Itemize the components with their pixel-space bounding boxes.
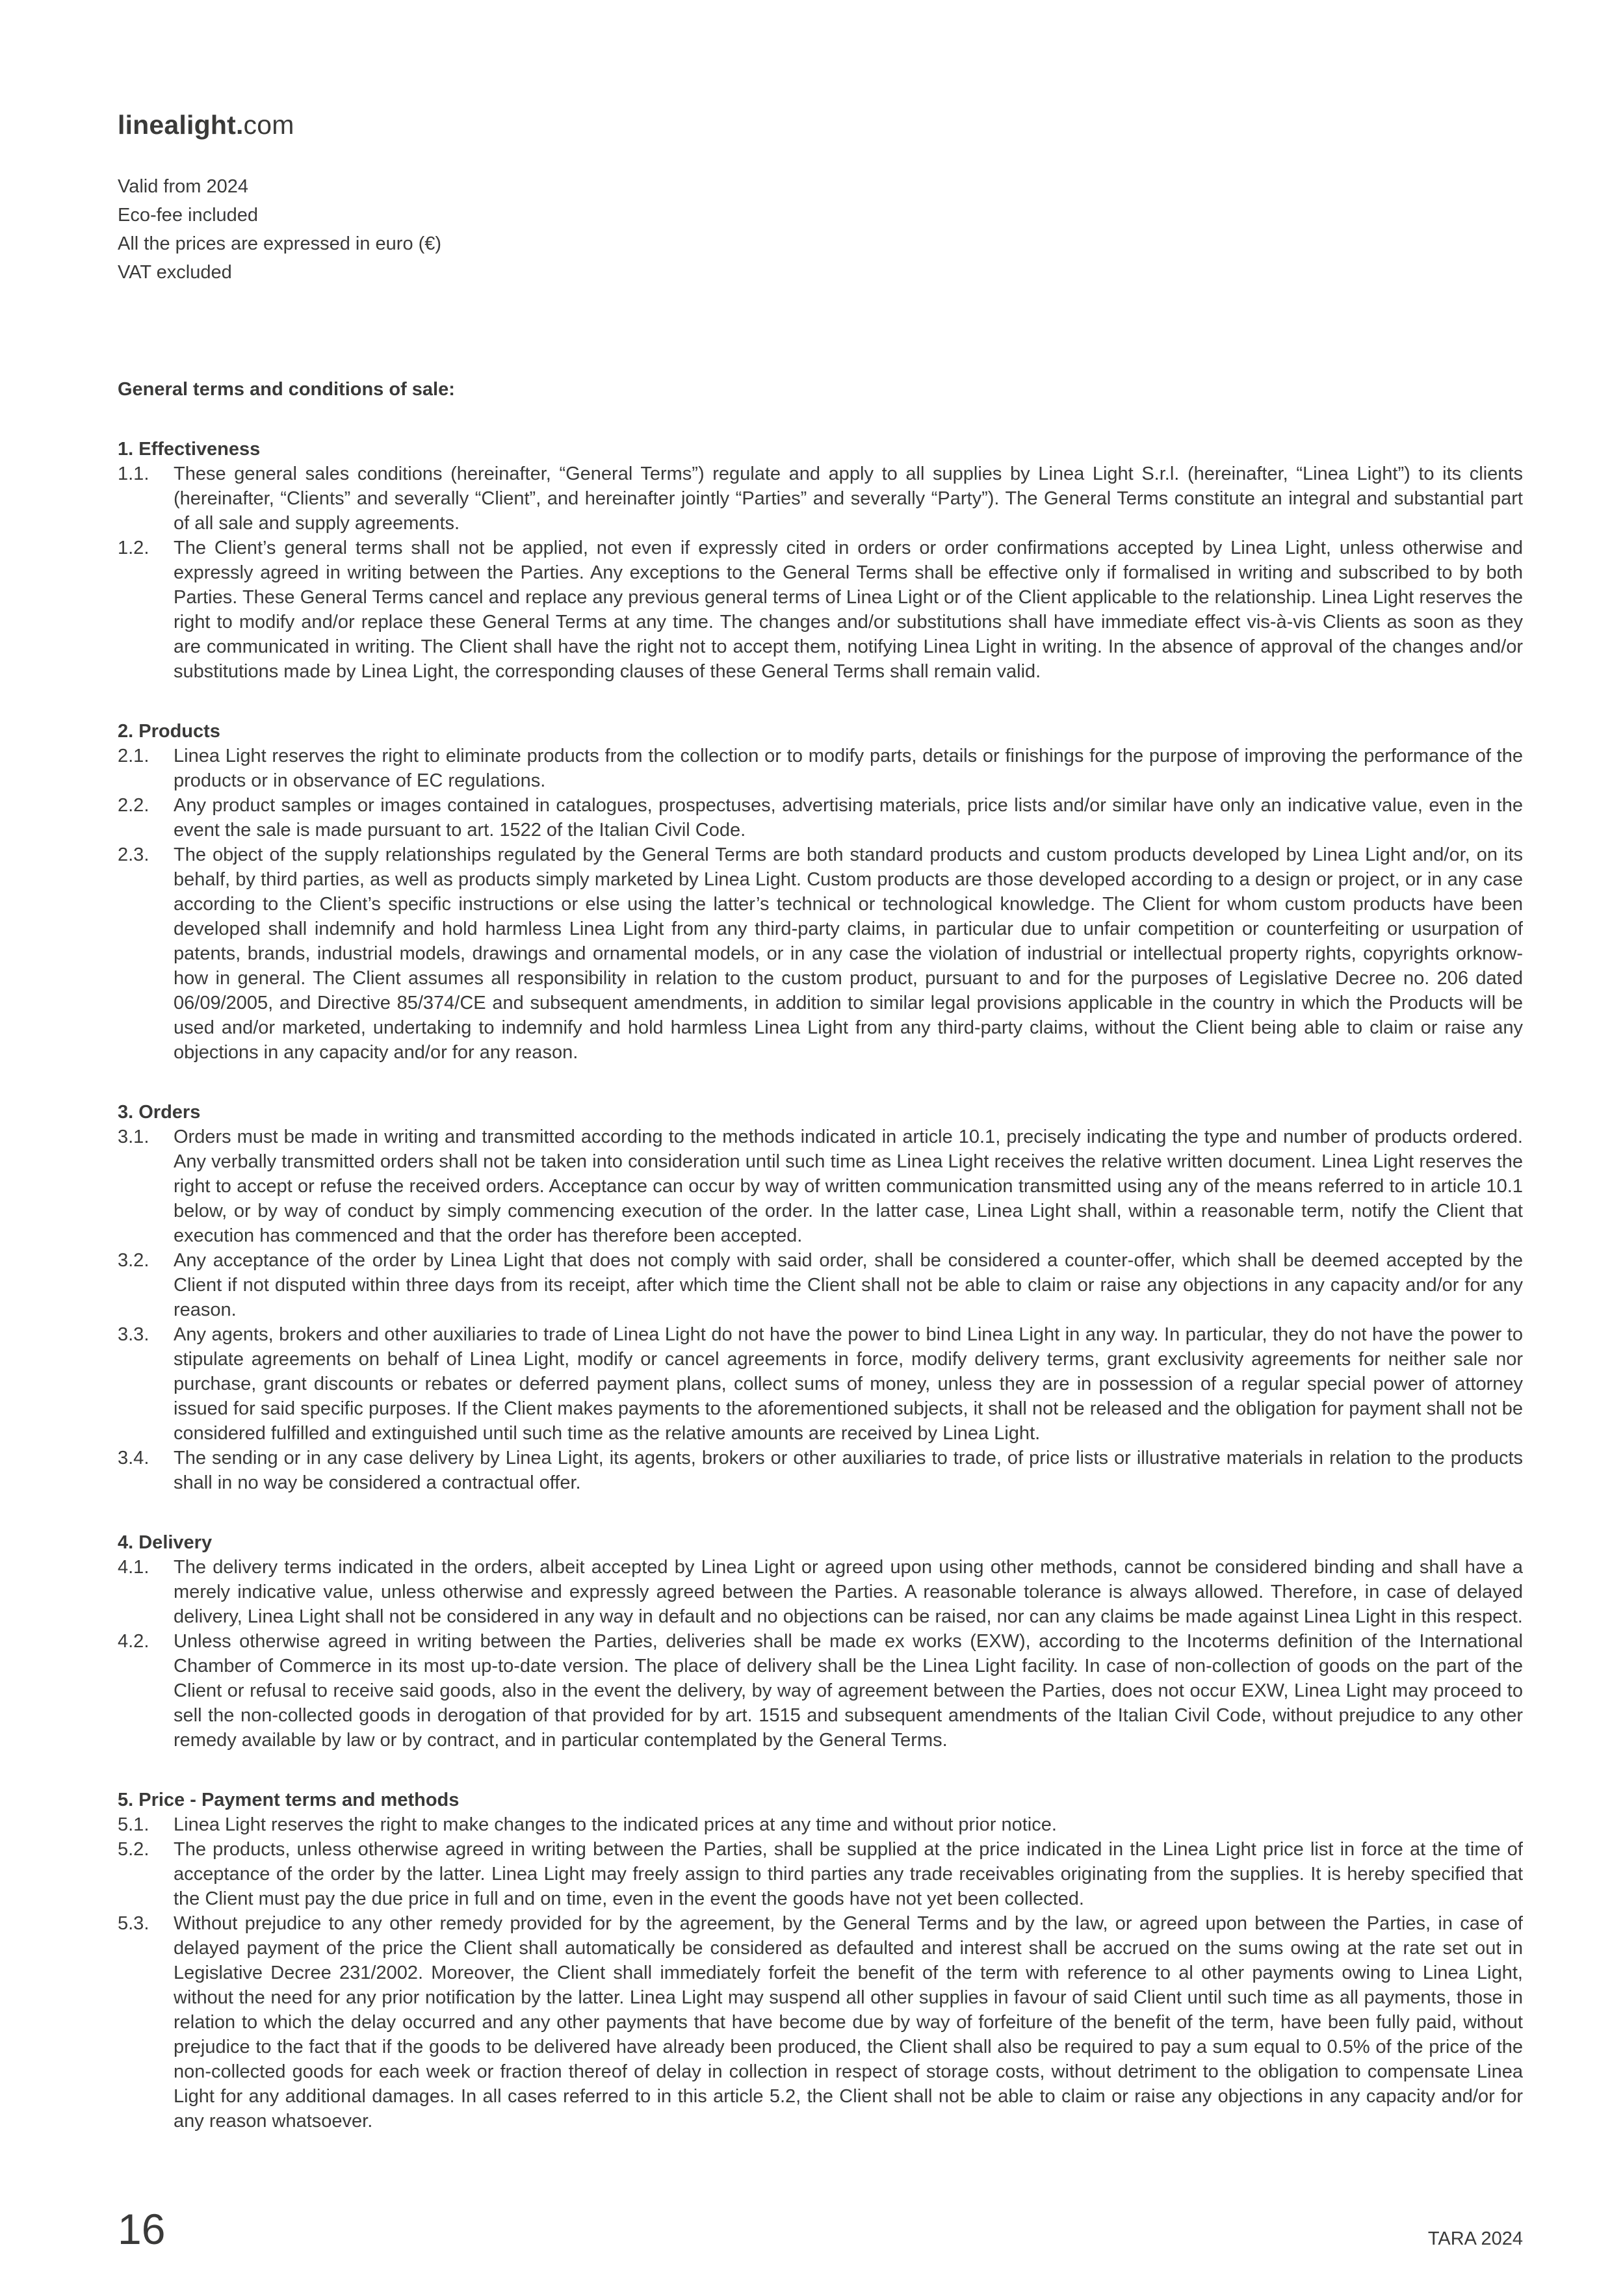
clause: [118, 744, 1523, 793]
section-heading: 3. Orders: [118, 1102, 201, 1123]
page-footer: [118, 2205, 1523, 2253]
clause-number: 1.2.: [118, 538, 149, 559]
section-price-payment: [118, 1788, 1523, 2133]
clause-text: Unless otherwise agreed in writing between the Parties, deliveries shall be made ex works (EXW), according to the Incoterms definition of the International Chamber of Commerce in its most up-to-date version. The place of delivery shall be the Linea Light facility. In case of non-collection of goods on the part of the Client or refusal to receive said goods, also in the event the delivery, by way of agreement between the Parties, does not occur EXW, Linea Light may proceed to sell the non-collected goods in derogation of that provided for by art. 1515 and subsequent amendments of the Italian Civil Code, without prejudice to any other remedy available by law or by contract, and in particular contemplated by the General Terms.: [174, 1631, 1523, 1751]
meta-line-valid-from: Valid from 2024: [118, 176, 248, 198]
clause-number: 2.3.: [118, 844, 149, 866]
clause-text: Linea Light reserves the right to make changes to the indicated prices at any time and without prior notice.: [174, 1814, 1057, 1836]
clause-number: 4.2.: [118, 1631, 149, 1652]
meta-line-vat: VAT excluded: [118, 262, 232, 283]
clause: [118, 1629, 1523, 1753]
clause-text: The object of the supply relationships regulated by the General Terms are both standard products and custom products developed by Linea Light and/or, on its behalf, by third parties, as well as products simply marketed by Linea Light. Custom products are those developed according to a design or project, or in any case according to the Client’s specific instructions or else using the latter’s technical or technological knowledge. The Client for whom custom products have been developed shall indemnify and hold harmless Linea Light from any third-party claims, in particular due to unfair competition or counterfeiting or usurpation of patents, brands, industrial models, drawings and ornamental models, or in any case the violation of industrial or intellectual property rights, copyrights orknow-how in general. The Client assumes all responsibility in relation to the custom product, pursuant to and for the purposes of Legislative Decree no. 206 dated 06/09/2005, and Directive 85/374/CE and subsequent amendments, in addition to similar legal provisions applicable in the country in which the Products will be used and/or marketed, undertaking to indemnify and hold harmless Linea Light from any third-party claims, without the Client being able to claim or raise any objections in any capacity and/or for any reason.: [174, 844, 1523, 1063]
clause-number: 4.1.: [118, 1557, 149, 1578]
clause: [118, 1837, 1523, 1911]
clause-text: Any acceptance of the order by Linea Light that does not comply with said order, shall be considered a counter-offer, which shall be deemed accepted by the Client if not disputed within three days from its receipt, after which time the Client shall not be able to claim or raise any objections in any capacity and/or for any reason.: [174, 1250, 1523, 1321]
clause: [118, 1322, 1523, 1446]
brand-logo: [118, 111, 1523, 140]
section-products: [118, 719, 1523, 1065]
brand-regular: com: [243, 110, 294, 140]
section-orders: [118, 1100, 1523, 1495]
clause-text: The products, unless otherwise agreed in writing between the Parties, shall be supplied at the price indicated in the Linea Light price list in force at the time of acceptance of the order by the latter. Linea Light may freely assign to third parties any trade receivables originating from the supplies. It is hereby specified that the Client must pay the due price in full and on time, even in the event the goods have not yet been collected.: [174, 1839, 1523, 1910]
terms-sections: [118, 437, 1523, 2133]
clause-text: Orders must be made in writing and transmitted according to the methods indicated in article 10.1, precisely indicating the type and number of products ordered. Any verbally transmitted orders shall not be taken into consideration until such time as Linea Light receives the relative written document. Linea Light reserves the right to accept or refuse the received orders. Acceptance can occur by way of written communication transmitted using any of the means referred to in article 10.1 below, or by way of conduct by simply commencing execution of the order. In the latter case, Linea Light shall, within a reasonable term, notify the Client that execution has commenced and that the order has therefore been accepted.: [174, 1127, 1523, 1247]
clause: [118, 842, 1523, 1065]
clause-text: The sending or in any case delivery by Linea Light, its agents, brokers or other auxiliaries to trade, of price lists or illustrative materials in relation to the products shall in no way be considered a contractual offer.: [174, 1448, 1523, 1494]
clause-number: 2.2.: [118, 795, 149, 816]
clause: [118, 1446, 1523, 1495]
clause-text: Any product samples or images contained in catalogues, prospectuses, advertising materials, price lists and/or similar have only an indicative value, even in the event the sale is made pursuant to art. 1522 of the Italian Civil Code.: [174, 795, 1523, 841]
meta-line-currency: All the prices are expressed in euro (€): [118, 233, 442, 255]
clause-text: The delivery terms indicated in the orders, albeit accepted by Linea Light or agreed upon using other methods, cannot be considered binding and shall have a merely indicative value, unless otherwise and expressly agreed between the Parties. A reasonable tolerance is always allowed. Therefore, in case of delayed delivery, Linea Light shall not be considered in any way in default and no objections can be raised, nor can any claims be made against Linea Light in this respect.: [174, 1557, 1523, 1628]
clause-number: 1.1.: [118, 463, 149, 485]
clause: [118, 462, 1523, 536]
clause-number: 5.3.: [118, 1913, 149, 1935]
section-effectiveness: [118, 437, 1523, 684]
clause: [118, 1911, 1523, 2133]
meta-block: [118, 172, 1523, 287]
clause: [118, 1555, 1523, 1629]
clause-number: 5.2.: [118, 1839, 149, 1860]
clause-text: These general sales conditions (hereinafter, “General Terms”) regulate and apply to all supplies by Linea Light S.r.l. (hereinafter, “Linea Light”) to its clients (hereinafter, “Clients” and severally “Client”, and hereinafter jointly “Parties” and severally “Party”). The General Terms constitute an integral and substantial part of all sale and supply agreements.: [174, 463, 1523, 534]
clause-number: 2.1.: [118, 746, 149, 767]
clause: [118, 1812, 1523, 1837]
page-header: [118, 111, 1523, 287]
clause: [118, 536, 1523, 684]
clause-number: 3.1.: [118, 1127, 149, 1148]
clause-text: The Client’s general terms shall not be applied, not even if expressly cited in orders or order confirmations accepted by Linea Light, unless otherwise and expressly agreed in writing between the Parties. Any exceptions to the General Terms shall be effective only if formalised in writing and subscribed to by both Parties. These General Terms cancel and replace any previous general terms of Linea Light or of the Client applicable to the relationship. Linea Light reserves the right to modify and/or replace these General Terms at any time. The changes and/or substitutions shall have immediate effect vis-à-vis Clients as soon as they are communicated in writing. The Client shall have the right not to accept them, notifying Linea Light in writing. In the absence of approval of the changes and/or substitutions made by Linea Light, the corresponding clauses of these General Terms shall remain valid.: [174, 538, 1523, 683]
doc-title: General terms and conditions of sale:: [118, 379, 455, 400]
clause: [118, 1125, 1523, 1248]
clause-number: 3.3.: [118, 1324, 149, 1346]
brand-bold: linealight.: [118, 110, 244, 140]
clause-number: 3.2.: [118, 1250, 149, 1272]
doc-reference: TARA 2024: [1427, 2228, 1523, 2250]
clause-number: 5.1.: [118, 1814, 149, 1836]
clause-number: 3.4.: [118, 1448, 149, 1469]
section-heading: 4. Delivery: [118, 1532, 213, 1554]
meta-line-eco-fee: Eco-fee included: [118, 205, 259, 226]
clause: [118, 1248, 1523, 1322]
section-heading: 2. Products: [118, 721, 220, 742]
clause-text: Any agents, brokers and other auxiliaries to trade of Linea Light do not have the power to bind Linea Light in any way. In particular, they do not have the power to stipulate agreements on behalf of Linea Light, modify or cancel agreements in force, modify delivery terms, grant exclusivity agreements for neither sale nor purchase, grant discounts or rebates or deferred payment plans, collect sums of money, unless they are in possession of a regular special power of attorney issued for said specific purposes. If the Client makes payments to the aforementioned subjects, it shall not be released and the obligation for payment shall not be considered fulfilled and extinguished until such time as the relative amounts are received by Linea Light.: [174, 1324, 1523, 1444]
page-number: 16: [118, 2205, 166, 2253]
clause-text: Without prejudice to any other remedy provided for by the agreement, by the General Terms and by the law, or agreed upon between the Parties, in case of delayed payment of the price the Client shall automatically be considered as defaulted and interest shall be accrued on the sums owing at the rate set out in Legislative Decree 231/2002. Moreover, the Client shall immediately forfeit the benefit of the term with reference to al other payments owing to Linea Light, without the need for any prior notification by the latter. Linea Light may suspend all other supplies in favour of said Client until such time as all payments, those in relation to which the delay occurred and any other payments that have become due by way of forfeiture of the benefit of the term, have been fully paid, without prejudice to the fact that if the goods to be delivered have already been produced, the Client shall also be required to pay a sum equal to 0.5% of the price of the non-collected goods for each week or fraction thereof of delay in collection in respect of storage costs, without detriment to the obligation to compensate Linea Light for any additional damages. In all cases referred to in this article 5.2, the Client shall not be able to claim or raise any objections in any capacity and/or for any reason whatsoever.: [174, 1913, 1523, 2132]
section-heading: 1. Effectiveness: [118, 439, 261, 460]
section-heading: 5. Price - Payment terms and methods: [118, 1790, 460, 1811]
clause: [118, 793, 1523, 842]
section-delivery: [118, 1530, 1523, 1753]
clause-text: Linea Light reserves the right to eliminate products from the collection or to modify parts, details or finishings for the purpose of improving the performance of the products or in observance of EC regulations.: [174, 746, 1523, 792]
